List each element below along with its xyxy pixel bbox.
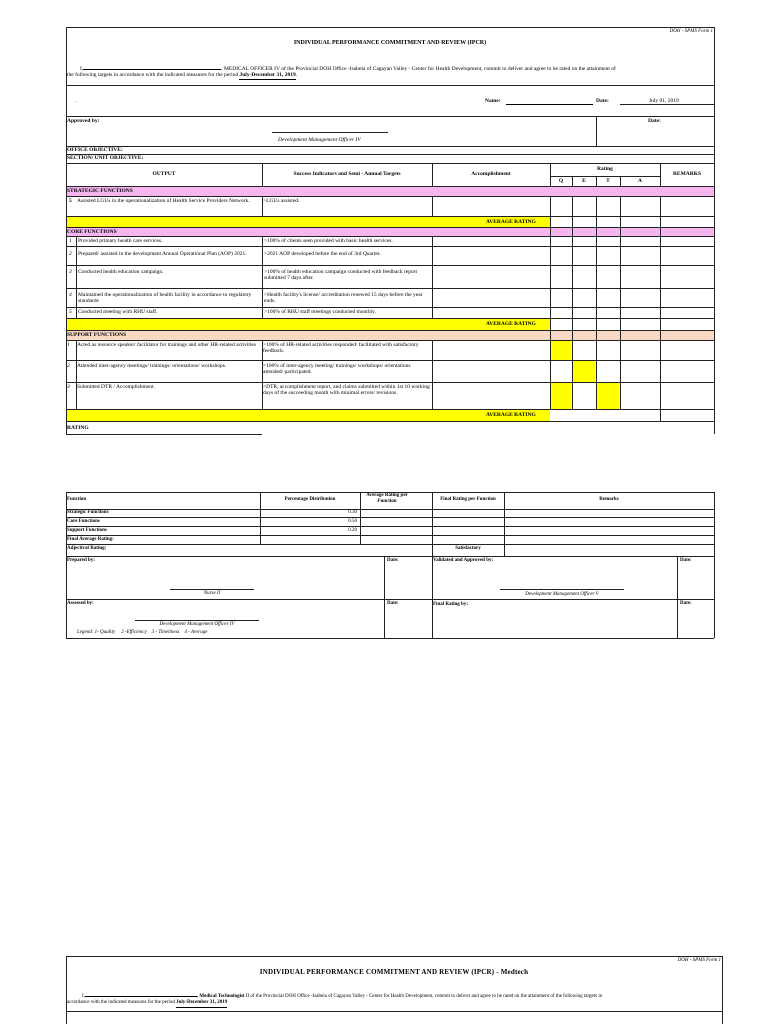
office-objective: OFFICE OBJECTIVE: [67, 147, 123, 153]
core-row-4-indicator: >Health facility's license/ accreditation renewed 15 days before the year ends. [264, 292, 423, 305]
summary-row-support-pct: 0.20 [348, 528, 357, 533]
form2-commitment-line-2: accordance with the indicated measures for the period July-December 31, 2019 [67, 1000, 227, 1008]
final-average-rating: Final Average Rating: [67, 537, 114, 542]
dot-mark: . [75, 98, 77, 104]
support-row-2-indicator: >100% of inter-agency meeting/ trainings/ workshops/ orientations attended/ participated. [263, 363, 411, 376]
summary-header-final: Final Rating per Function [440, 497, 496, 502]
core-row-4-output: Maintained the operationalization of health facility in accordance to regulatory standards [78, 292, 252, 305]
form-code: DOH - SPMS Form 1 [669, 29, 713, 34]
summary-row-core: Core Functions [67, 519, 100, 524]
validated-by-label: Validated and Approved by: [433, 558, 494, 563]
core-row-3-output: Conducted health education campaign. [78, 269, 164, 275]
header-e: E [582, 178, 586, 184]
summary-row-core-pct: 0.50 [348, 519, 357, 524]
core-row-5-indicator: >100% of RHU staff meetings conducted monthly. [264, 309, 376, 315]
support-row-1-output: Acted as resource speaker/ facilitator for trainings and other HR-related activities [77, 342, 256, 348]
support-row-3-output: Submitted DTR / Accomplishment. [77, 384, 155, 390]
strategic-row-output: Assisted LGUs in the operationalization of Health Service Providers Network. [77, 198, 250, 204]
strategic-functions-label: STRATEGIC FUNCTIONS [67, 188, 133, 194]
header-q: Q [558, 178, 564, 184]
nurse-title: Nurse II [203, 591, 221, 596]
strategic-row-indicator: >LGUs assisted. [263, 198, 300, 204]
support-row-2-output: Attended inter-agency meetings/ trainings/ orientations/ workshops. [77, 363, 227, 369]
header-t: T [606, 178, 610, 184]
approved-by-label: Approved by: [67, 118, 100, 124]
support-row-2-num: 2 [67, 363, 70, 369]
date-value: July 01, 2019 [649, 98, 679, 104]
adjectival-value: Satisfactory [455, 546, 481, 551]
core-row-5-num: 5 [69, 309, 72, 315]
final-rating-by-label: Final Rating by: [433, 602, 469, 607]
commitment-line-2: the following targets in accordance with the indicated measures for the period July-December 31, 2019. [67, 72, 298, 78]
summary-header-avg: Average Rating per Function [366, 493, 408, 505]
support-row-3-indicator: >DTR, accomplishment report, and claims submitted within 1st 10 working days of the succeeding month with minimal errors/ revisions. [263, 384, 430, 397]
core-average-rating: AVERAGE RATING [486, 321, 536, 327]
prepared-by-label: Prepared by: [67, 558, 96, 563]
header-indicators: Success Indicators and Semi - Annual Targets [293, 171, 401, 177]
strategic-average-rating: AVERAGE RATING [486, 219, 536, 225]
assessed-by-label: Assessed by: [67, 601, 94, 606]
validated-date-label: Date: [680, 558, 692, 563]
support-row-1-indicator: >100% of HR-related activities responded/ facilitated with satisfactory feedback. [263, 342, 419, 355]
summary-header-function: Function [67, 497, 87, 502]
support-average-rating: AVERAGE RATING [486, 412, 536, 418]
support-functions-label: SUPPORT FUNCTIONS [67, 332, 127, 338]
summary-row-strategic: Strategic Functions [67, 510, 109, 515]
core-row-1-indicator: >100% of clients seen provided with basic health services. [264, 238, 393, 244]
form2-commitment-line-1: I, , Medical Technologist II of the Provincial DOH Office -Isabela of Cagayan Valley - Center for Health Development, commit to deliver and agree to be rated on the attainment of the following targets in [82, 994, 603, 999]
core-row-1-num: 1 [69, 238, 72, 244]
form-title: INDIVIDUAL PERFORMANCE COMMITMENT AND REVIEW (IPCR) [293, 40, 487, 46]
date-label: Date: [596, 98, 609, 104]
core-functions-label: CORE FUNCTIONS [67, 229, 117, 235]
legend: Legend: 1- Quality 2 -Efficiency 3 - Timeliness 4 - Average [77, 630, 208, 635]
core-row-3-indicator: >100% of health education campaign conducted with feedback report submitted 7 days after. [264, 269, 418, 282]
final-rating-date-label: Date: [680, 601, 692, 606]
adjectival-rating: Adjectival Rating: [67, 546, 107, 551]
summary-header-remarks: Remarks [599, 497, 619, 502]
support-row-1-num: 1 [67, 342, 70, 348]
summary-row-support: Support Functions [67, 528, 107, 533]
assessed-date-label: Date: [387, 601, 399, 606]
dmo4-title: Development Management Officer IV [159, 622, 235, 627]
core-row-2-output: Prepared/ assisted in the development Annual Operational Plan (AOP) 2021. [78, 251, 247, 257]
form2-code: DOH - SPMS Form 1 [677, 958, 721, 963]
core-row-4-num: 4 [69, 292, 72, 298]
strategic-row-num: 5 [69, 198, 72, 204]
section-objective: SECTION/ UNIT OBJECTIVE: [67, 155, 144, 161]
header-rating: Rating [597, 166, 613, 172]
approver-title: Development Management Officer IV [278, 137, 361, 143]
rating-label: RATING [67, 425, 89, 431]
summary-row-strategic-pct: 0.30 [348, 510, 357, 515]
core-row-5-output: Conducted meeting with RHU staff. [78, 309, 158, 315]
approved-date-label: Date: [648, 118, 661, 124]
form2-title: INDIVIDUAL PERFORMANCE COMMITMENT AND REVIEW (IPCR) - Medtech [259, 968, 529, 976]
header-accomplishment: Accomplishment [471, 171, 511, 177]
header-remarks: REMARKS [672, 171, 702, 177]
core-row-3-num: 3 [69, 269, 72, 275]
core-row-2-num: 2 [69, 251, 72, 257]
name-label: Name: [485, 98, 501, 104]
summary-header-distribution: Percentage Distribution [284, 497, 336, 502]
core-row-1-output: Provided primary health care services. [78, 238, 163, 244]
support-row-3-num: 3 [67, 384, 70, 390]
header-a: A [638, 178, 642, 184]
core-row-2-indicator: >2021 AOP developed before the end of 3rd Quarter. [264, 251, 381, 257]
prepared-date-label: Date: [387, 558, 399, 563]
dmo5-title: Development Management Officer V [525, 592, 599, 597]
header-output: OUTPUT [152, 171, 176, 177]
commitment-line-1: I, , MEDICAL OFFICER IV of the Provincial DOH Office -Isabela of Cagayan Valley - Center for Health Development, commit to deliver and agree to be rated on the attainment of [80, 66, 616, 72]
